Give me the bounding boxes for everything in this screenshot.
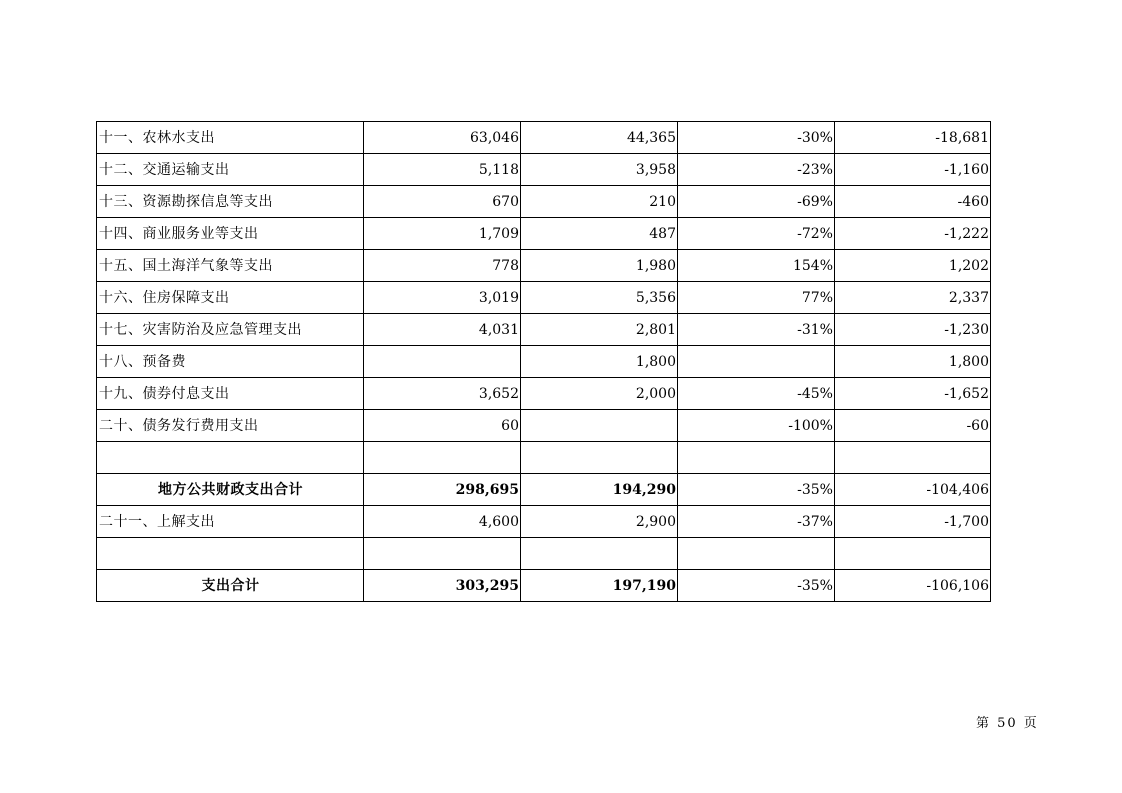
row-change-percent: -31% <box>678 314 835 346</box>
row-change-percent: -35% <box>678 474 835 506</box>
row-change-percent: 77% <box>678 282 835 314</box>
row-change-amount: -1,230 <box>835 314 991 346</box>
row-change-percent: -37% <box>678 506 835 538</box>
budget-expenditure-table <box>96 121 991 602</box>
row-value-b: 210 <box>521 186 678 218</box>
row-change-amount: -60 <box>835 410 991 442</box>
row-value-b: 194,290 <box>521 474 678 506</box>
row-value-b: 1,800 <box>521 346 678 378</box>
row-value-b <box>521 410 678 442</box>
row-change-amount <box>835 538 991 570</box>
row-value-b: 2,900 <box>521 506 678 538</box>
table-row <box>97 250 991 282</box>
row-value-a: 1,709 <box>364 218 521 250</box>
row-change-amount: -1,652 <box>835 378 991 410</box>
row-item-label: 支出合计 <box>97 570 364 602</box>
row-change-amount: -460 <box>835 186 991 218</box>
table-row <box>97 314 991 346</box>
row-value-b: 5,356 <box>521 282 678 314</box>
row-value-b: 487 <box>521 218 678 250</box>
table-row <box>97 506 991 538</box>
row-item-label: 十四、商业服务业等支出 <box>97 218 364 250</box>
row-value-a <box>364 442 521 474</box>
row-value-a: 3,652 <box>364 378 521 410</box>
row-change-amount: -1,160 <box>835 154 991 186</box>
row-change-amount: -18,681 <box>835 122 991 154</box>
table-row <box>97 378 991 410</box>
row-change-amount: -1,222 <box>835 218 991 250</box>
table-body <box>97 122 991 602</box>
row-value-b: 3,958 <box>521 154 678 186</box>
row-change-amount: -1,700 <box>835 506 991 538</box>
row-item-label: 十六、住房保障支出 <box>97 282 364 314</box>
row-change-amount: -106,106 <box>835 570 991 602</box>
table-empty-row <box>97 538 991 570</box>
table-row <box>97 186 991 218</box>
row-change-percent: -35% <box>678 570 835 602</box>
table-row <box>97 218 991 250</box>
row-item-label: 十一、农林水支出 <box>97 122 364 154</box>
row-value-a: 670 <box>364 186 521 218</box>
row-value-b <box>521 442 678 474</box>
row-value-a: 63,046 <box>364 122 521 154</box>
row-value-b: 2,000 <box>521 378 678 410</box>
row-value-a: 778 <box>364 250 521 282</box>
row-item-label: 十九、债券付息支出 <box>97 378 364 410</box>
row-value-b: 44,365 <box>521 122 678 154</box>
table-row <box>97 346 991 378</box>
page-number: 第 50 页 <box>976 716 1039 731</box>
row-value-a: 5,118 <box>364 154 521 186</box>
row-item-label <box>97 538 364 570</box>
table-row <box>97 410 991 442</box>
row-item-label: 十三、资源勘探信息等支出 <box>97 186 364 218</box>
row-change-percent: -23% <box>678 154 835 186</box>
row-value-a: 298,695 <box>364 474 521 506</box>
row-change-percent: 154% <box>678 250 835 282</box>
row-value-a: 303,295 <box>364 570 521 602</box>
row-change-percent: -72% <box>678 218 835 250</box>
row-item-label: 二十、债务发行费用支出 <box>97 410 364 442</box>
table-total-row <box>97 474 991 506</box>
row-change-percent: -45% <box>678 378 835 410</box>
row-change-percent <box>678 442 835 474</box>
row-change-percent: -100% <box>678 410 835 442</box>
row-value-a <box>364 346 521 378</box>
row-value-b: 197,190 <box>521 570 678 602</box>
row-value-b <box>521 538 678 570</box>
row-item-label: 地方公共财政支出合计 <box>97 474 364 506</box>
row-change-amount: 2,337 <box>835 282 991 314</box>
row-value-a: 60 <box>364 410 521 442</box>
row-value-a: 3,019 <box>364 282 521 314</box>
row-item-label: 十七、灾害防治及应急管理支出 <box>97 314 364 346</box>
row-change-percent <box>678 346 835 378</box>
row-change-amount: 1,800 <box>835 346 991 378</box>
row-value-a: 4,600 <box>364 506 521 538</box>
row-value-a: 4,031 <box>364 314 521 346</box>
row-change-percent: -69% <box>678 186 835 218</box>
row-change-amount <box>835 442 991 474</box>
row-change-amount: -104,406 <box>835 474 991 506</box>
table-row <box>97 122 991 154</box>
row-item-label: 二十一、上解支出 <box>97 506 364 538</box>
row-change-amount: 1,202 <box>835 250 991 282</box>
row-item-label: 十八、预备费 <box>97 346 364 378</box>
table-total-row <box>97 570 991 602</box>
table-empty-row <box>97 442 991 474</box>
row-item-label: 十五、国土海洋气象等支出 <box>97 250 364 282</box>
row-item-label <box>97 442 364 474</box>
table-row <box>97 154 991 186</box>
table-row <box>97 282 991 314</box>
row-change-percent: -30% <box>678 122 835 154</box>
row-value-b: 2,801 <box>521 314 678 346</box>
row-item-label: 十二、交通运输支出 <box>97 154 364 186</box>
row-value-b: 1,980 <box>521 250 678 282</box>
row-value-a <box>364 538 521 570</box>
row-change-percent <box>678 538 835 570</box>
